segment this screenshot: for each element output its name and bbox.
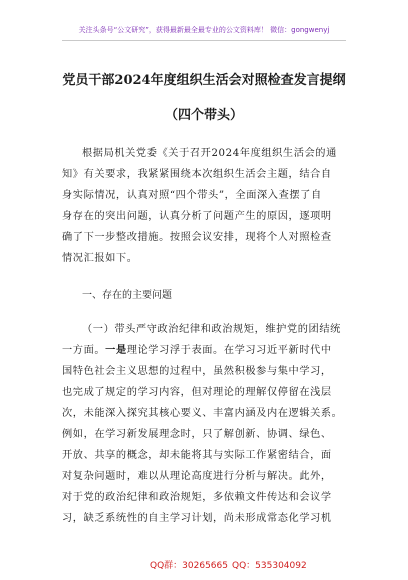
emphasis-point-text: 理论学习浮于表面。在学习习近平新时代中: [126, 345, 332, 356]
sub-heading-continuation: [62, 341, 332, 356]
intro-line: 知》有关要求，我紧紧围绕本次组织生活会主题，结合自: [62, 169, 332, 180]
footer-qq-group: QQ群：30265665: [150, 561, 228, 571]
intro-line: 情况汇报如下。: [62, 253, 138, 264]
intro-line: 身存在的突出问题，认真分析了问题产生的原因，逐项明: [62, 211, 332, 222]
body-line: 习，缺乏系统性的自主学习计划，尚未形成常态化学习机: [62, 513, 332, 524]
body-line: 例如，在学习新发展理念时，只了解创新、协调、绿色、: [62, 429, 332, 440]
body-line: 也完成了规定的学习内容，但对理论的理解仅停留在浅层: [62, 387, 332, 398]
body-line: 对复杂问题时，难以从理论高度进行分析与解决。此外，: [62, 471, 332, 482]
document-subtitle: （四个带头）: [164, 108, 243, 123]
sub-heading: （一）带头严守政治纪律和政治规矩，维护党的团结统: [82, 324, 341, 335]
sub-heading-cont-text: 一方面。: [62, 345, 106, 356]
footer-qq-number: QQ：535304092: [232, 561, 307, 571]
intro-line: 身实际情况，认真对照“四个带头”，全面深入查摆了自: [62, 190, 322, 201]
body-line: 国特色社会主义思想的过程中，虽然积极参与集中学习，: [62, 366, 332, 377]
intro-line: 确了下一步整改措施。按照会议安排，现将个人对照检查: [62, 232, 332, 243]
body-line: 开放、共享的概念，却未能将其与实际工作紧密结合，面: [62, 450, 332, 461]
body-line: 对于党的政治纪律和政治规矩，多依赖文件传达和会议学: [62, 492, 332, 503]
body-line: 次，未能深入探究其核心要义、丰富内涵及内在逻辑关系。: [62, 408, 343, 419]
document-title: 党员干部2024年度组织生活会对照检查发言提纲: [62, 73, 346, 88]
emphasis-point: 一是: [105, 344, 127, 356]
section-heading: 一、存在的主要问题: [82, 290, 172, 301]
document-body: [62, 0, 346, 580]
header-banner: 关注头条号“公文研究”，获得最新最全最专业的公文资料库！ 微信：gongwenyj: [78, 26, 330, 34]
intro-line: 根据局机关党委《关于召开2024年度组织生活会的通: [82, 148, 337, 159]
